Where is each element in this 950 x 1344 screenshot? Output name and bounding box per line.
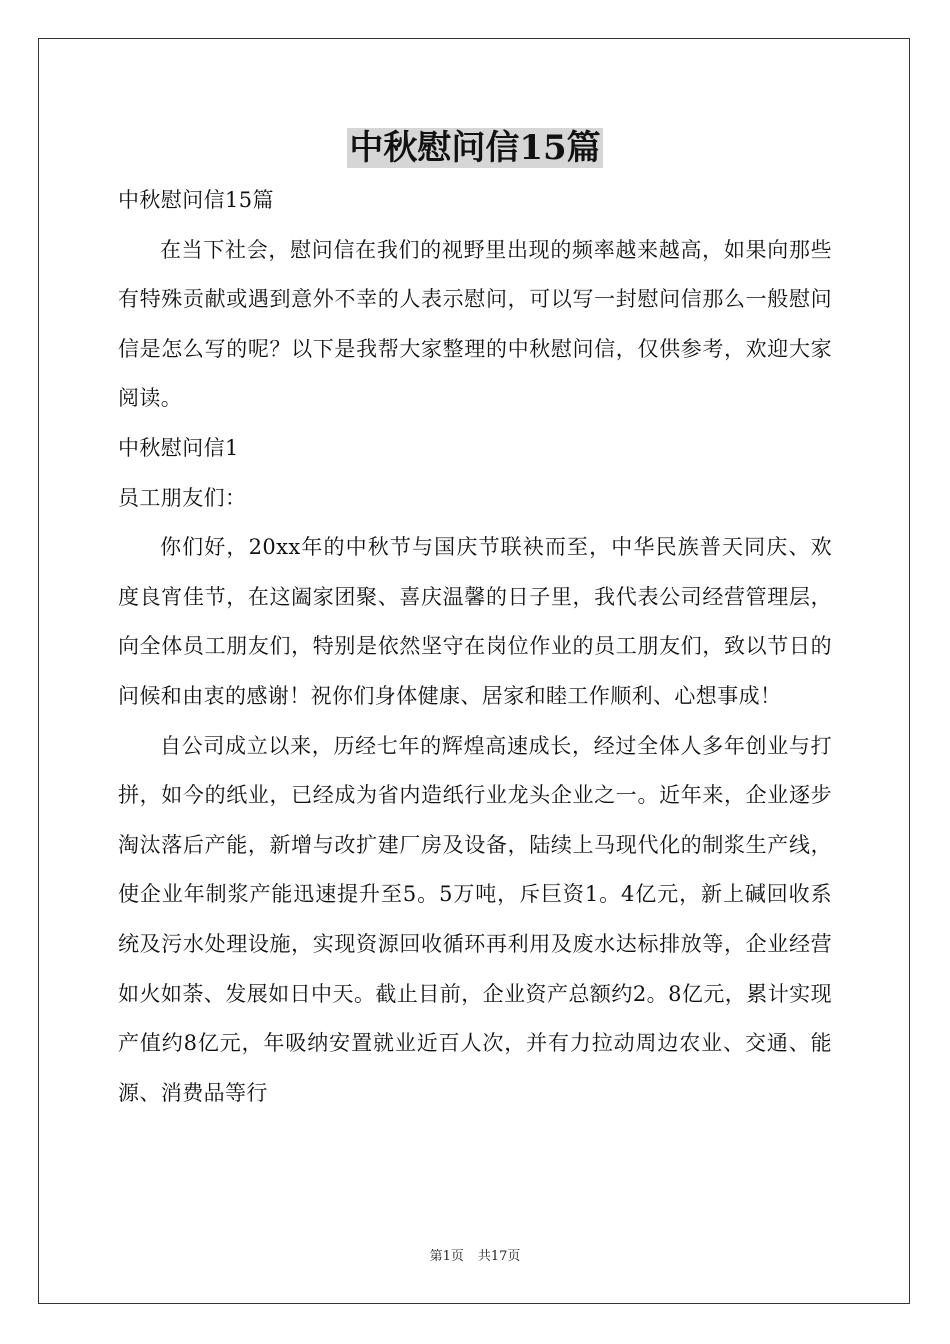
document-body xyxy=(118,176,832,1118)
paragraph-greeting: 你们好，20xx年的中秋节与国庆节联袂而至，中华民族普天同庆、欢度良宵佳节，在这阖家团聚、喜庆温馨的日子里，我代表公司经营管理层，向全体员工朋友们，特别是依然坚守在岗位作业的员工朋友们，致以节日的问候和由衷的感谢！祝你们身体健康、居家和睦工作顺利、心想事成！ xyxy=(118,535,832,708)
paragraph-subtitle: 中秋慰问信15篇 xyxy=(118,188,274,212)
page-total: 共17页 xyxy=(477,1249,521,1264)
paragraph-letter-heading: 中秋慰问信1 xyxy=(118,435,239,460)
paragraph-salutation: 员工朋友们： xyxy=(118,485,247,510)
document-title xyxy=(0,126,950,170)
paragraph-company-history: 自公司成立以来，历经七年的辉煌高速成长，经过全体人多年创业与打拼，如今的纸业，已经成为省内造纸行业龙头企业之一。近年来，企业逐步淘汰落后产能，新增与改扩建厂房及设备，陆续上马现代化的制浆生产线，使企业年制浆产能迅速提升至5。5万吨，斥巨资1。4亿元，新上碱回收系统及污水处理设施，实现资源回收循环再利用及废水达标排放等，企业经营如火如荼、发展如日中天。截止目前，企业资产总额约2。8亿元，累计实现产值约8亿元，年吸纳安置就业近百人次，并有力拉动周边农业、交通、能源、消费品等行 xyxy=(118,733,832,1105)
paragraph-intro: 在当下社会，慰问信在我们的视野里出现的频率越来越高，如果向那些有特殊贡献或遇到意外不幸的人表示慰问，可以写一封慰问信那么一般慰问信是怎么写的呢？以下是我帮大家整理的中秋慰问信，仅供参考，欢迎大家阅读。 xyxy=(118,237,832,411)
document-title-text: 中秋慰问信15篇 xyxy=(349,128,601,168)
page-number: 第1页 xyxy=(429,1249,464,1264)
page-footer xyxy=(0,1248,950,1266)
